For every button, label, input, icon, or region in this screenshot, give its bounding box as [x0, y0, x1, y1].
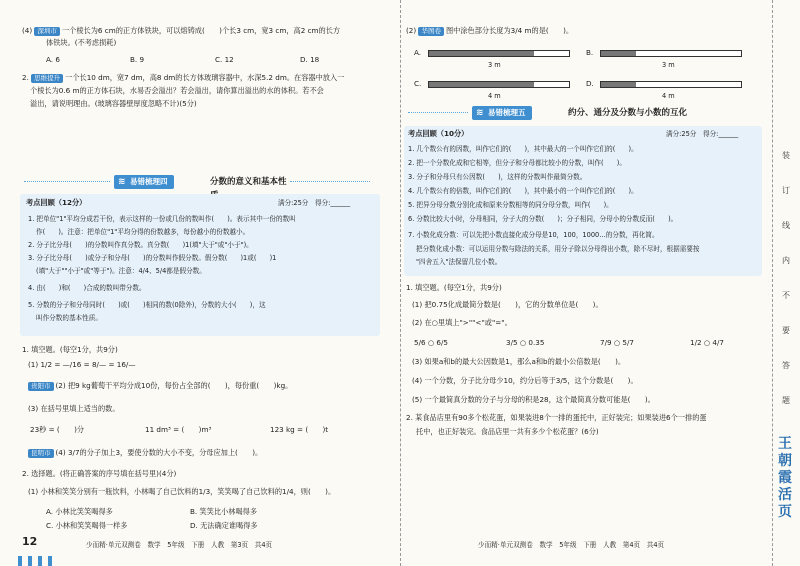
ruler-label: 4 m	[662, 92, 675, 100]
side-char: 要	[782, 326, 790, 335]
review-title: 考点回顾（12分）	[26, 198, 87, 207]
ruler-c	[428, 81, 570, 88]
compare-item: 7/9 ○ 5/7	[600, 338, 634, 347]
region-tag: 思维提升	[31, 74, 63, 83]
edge-tick	[38, 556, 42, 566]
option-c: C. 12	[215, 55, 234, 64]
p1-c: (3) 在括号里填上适当的数。	[28, 404, 120, 413]
review-title: 考点回顾（10分）	[408, 129, 469, 138]
p2b-heading: 2. 选择题。(将正确答案的序号填在括号里)(4分)	[22, 469, 177, 478]
q2-text: (2) 华图卷 图中涂色部分长度为3/4 m的是( )。	[406, 26, 574, 35]
footer-info: 少而精·单元双测卷 数学 5年级 下册 人教 第4页 共4页	[478, 541, 665, 549]
score-line: 满分:25分 得分:______	[666, 130, 739, 138]
wavy-divider	[290, 181, 370, 185]
p1-c1: 23秒 = ( )分	[30, 425, 85, 434]
ruler-label: 3 m	[662, 61, 675, 69]
ruler-a	[428, 50, 570, 57]
option-b: B. 笑笑比小林喝得多	[190, 507, 258, 516]
p2-line2: 托中，也正好装完。食品店里一共有多少个松花蛋？(6分)	[416, 427, 599, 436]
p2b-a: (1) 小林和笑笑分别有一瓶饮料，小林喝了自己饮料的1/3，笑笑喝了自己饮料的1/4，则( )。	[28, 487, 336, 496]
review-line: 叫作分数的基本性质。	[36, 314, 102, 322]
score-line: 满分:25分 得分:______	[278, 199, 351, 207]
p2-line1: 2. 某食品店里有90多个松花蛋，如果装进8个一排的蛋托中，正好装完；如果装进6个一排的蛋	[406, 413, 707, 422]
q4-line2: 体铁块。(不考虑损耗)	[46, 38, 117, 47]
right-page	[400, 0, 800, 566]
side-char: 订	[782, 186, 790, 195]
section4-title: 分数的意义和基本性	[210, 177, 287, 187]
p2-line1: 2. 思维提升 一个长10 dm，宽7 dm，高8 dm的长方体玻璃容器中，水深5.2 dm。在容器中放入一	[22, 73, 345, 82]
review-line: 5. 分数的分子和分母同时( )或( )相同的数(0除外)，分数的大小( )，这	[28, 301, 266, 309]
p1-e: (5) 一个最简真分数的分子与分母的积是28，这个最简真分数可能是( )。	[412, 395, 655, 404]
review-box	[404, 126, 762, 276]
p1-b: (2) 在○里填上">""<"或"="。	[412, 318, 512, 327]
p1-c2: 11 dm³ = ( )m³	[145, 425, 212, 434]
review-line: 3. 分子比分母( )或分子和分母( )的分数叫作假分数。假分数( )1或( )1	[28, 254, 277, 262]
compare-item: 3/5 ○ 0.35	[506, 338, 545, 347]
edge-tick	[18, 556, 22, 566]
region-tag: 昆明市	[28, 449, 54, 458]
review-line: 2. 把一个分数化成和它相等，但分子和分母都比较小的分数，叫作( )。	[408, 159, 626, 167]
option-c: C. 小林和笑笑喝得一样多	[46, 521, 128, 530]
footer-info: 少而精·单元双测卷 数学 5年级 下册 人教 第3页 共4页	[86, 541, 273, 549]
review-line: 7. 小数化成分数：可以先把小数直接化成分母是10，100，1000…的分数，再化简。	[408, 231, 659, 239]
option-a: A.	[414, 48, 422, 57]
edge-tick	[48, 556, 52, 566]
option-d: D. 18	[300, 55, 320, 64]
brand-logo: 王朝霞活页	[778, 436, 792, 520]
page-number: 12	[22, 535, 38, 548]
review-line: 1. 几个数公有的因数，叫作它们的( )，其中最大的一个叫作它们的( )。	[408, 145, 638, 153]
p1-a: (1) 1/2 = —/16 = 8/— = 16/—	[28, 360, 136, 369]
review-line: 把分数化成小数：可以运用分数与除法的关系，用分子除以分母得出小数，除不尽时，根据需要按	[416, 245, 700, 253]
ruler-fill	[429, 51, 534, 56]
ruler-fill	[429, 82, 534, 87]
section5-label: ≋ 易错梳理五	[472, 106, 532, 120]
compare-item: 5/6 ○ 6/5	[414, 338, 448, 347]
ruler-label: 4 m	[488, 92, 501, 100]
review-line: (填"大于""小于"或"等于")。注意：4/4、5/4都是假分数。	[36, 267, 206, 275]
option-d: D. 无法确定谁喝得多	[190, 521, 258, 530]
option-b: B. 9	[130, 55, 145, 64]
ruler-fill	[601, 82, 636, 87]
side-char: 题	[782, 396, 790, 405]
review-line: 4. 由( )和( )合成的数叫带分数。	[28, 284, 146, 292]
wavy-divider	[408, 112, 468, 116]
side-char: 答	[782, 361, 790, 370]
ruler-b	[600, 50, 742, 57]
edge-tick	[28, 556, 32, 566]
option-b: B.	[586, 48, 594, 57]
review-line: 1. 把单位"1"平均分成若干份，表示这样的一份或几份的数叫作( )。表示其中一份的数叫	[28, 215, 296, 223]
ruler-d	[600, 81, 742, 88]
side-char: 装	[782, 151, 790, 160]
ruler-label: 3 m	[488, 61, 501, 69]
ruler-fill	[601, 51, 636, 56]
region-tag: 深圳市	[34, 27, 60, 36]
p1-c3: 123 kg = ( )t	[270, 425, 329, 434]
review-line: 3. 分子和分母只有公因数( )，这样的分数叫作最简分数。	[408, 173, 587, 181]
section5-header	[472, 106, 762, 120]
compare-item: 1/2 ○ 4/7	[690, 338, 724, 347]
p1-d: 昆明市 (4) 3/7的分子加上3，要使分数的大小不变，分母应加上( )。	[28, 448, 262, 458]
q4-line1: (4) 深圳市 一个棱长为6 cm的正方体铁块，可以熔铸成( )个长3 cm，宽3 cm，高2 cm的长方	[22, 26, 341, 35]
side-char: 线	[782, 221, 790, 230]
p2-line3: 溢出，请说明理由。(玻璃容器壁厚度忽略不计)(5分)	[30, 99, 197, 108]
option-c: C.	[414, 79, 422, 88]
review-box	[20, 194, 380, 336]
review-line: 2. 分子比分母( )的分数叫作真分数。真分数( )1(填"大于"或"小于")。	[28, 241, 253, 249]
section4-label: ≋ 易错梳理四	[114, 175, 174, 189]
review-line: 4. 几个数公有的倍数，叫作它们的( )，其中最小的一个叫作它们的( )。	[408, 187, 638, 195]
review-line: 5. 把异分母分数分别化成和原来分数相等的同分母分数，叫作( )。	[408, 201, 613, 209]
review-line: 6. 分数比较大小时，分母相同，分子大的分数( )；分子相同，分母小的分数反而( )。	[408, 215, 678, 223]
p1-b: 贵阳市 (2) 把9 kg葡萄干平均分成10份，每份占全部的( )，每份重( )kg。	[28, 381, 292, 391]
side-char: 内	[782, 256, 790, 265]
option-a: A. 6	[46, 55, 60, 64]
p1-d: (4) 一个分数，分子比分母少10，约分后等于3/5，这个分数是( )。	[412, 376, 638, 385]
option-a: A. 小林比笑笑喝得多	[46, 507, 113, 516]
review-line: 作( )。注意：把单位"1"平均分得的份数越多，每份越小的份数越小。	[36, 228, 250, 236]
option-d: D.	[586, 79, 594, 88]
p2-line2: 个棱长为0.6 m的正方体石块，水易否会溢出？若会溢出，请你算出溢出的水的体积。若不会	[30, 86, 324, 95]
p1-c: (3) 如果a和b的最大公因数是1，那么a和b的最小公倍数是( )。	[412, 357, 626, 366]
binding-line	[772, 0, 773, 566]
p1-heading: 1. 填空题。(每空1分，共9分)	[406, 283, 502, 292]
p1-heading: 1. 填空题。(每空1分，共9分)	[22, 345, 118, 354]
wavy-divider	[24, 181, 110, 185]
p1-a: (1) 把0.75化成最简分数是( )，它的分数单位是( )。	[412, 300, 603, 309]
section5-title: 约分、通分及分数与小数的互化	[568, 108, 688, 118]
region-tag: 贵阳市	[28, 382, 54, 391]
side-char: 不	[782, 291, 790, 300]
region-tag: 华图卷	[418, 27, 444, 36]
section4-header	[114, 175, 294, 189]
review-line: "四舍五入"法保留几位小数。	[416, 258, 502, 266]
